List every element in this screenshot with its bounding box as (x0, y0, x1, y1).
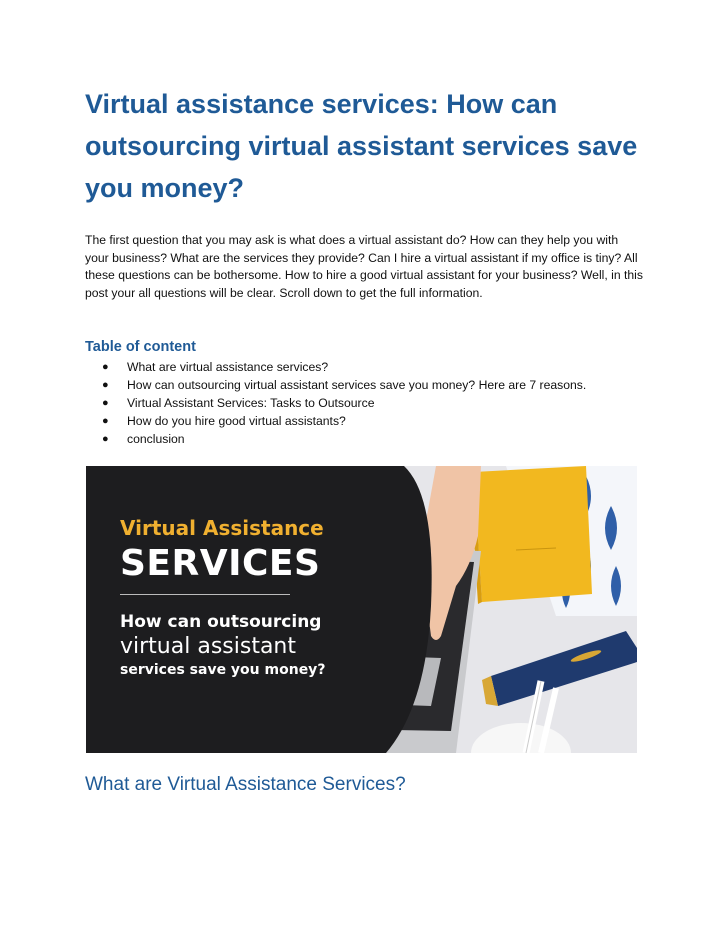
toc-item[interactable] (102, 431, 586, 449)
banner-divider (120, 594, 290, 595)
bullet-icon: ● (102, 396, 109, 409)
section-heading: What are Virtual Assistance Services? (85, 774, 406, 795)
bullet-icon: ● (102, 414, 109, 427)
toc-item[interactable] (102, 395, 586, 413)
toc-list (102, 359, 586, 449)
toc-item-label: What are virtual assistance services? (127, 360, 329, 374)
banner-line-1: Virtual Assistance (120, 516, 324, 540)
article-title: Virtual assistance services: How can outsourcing virtual assistant services save you money? (85, 89, 638, 203)
toc-item-label: conclusion (127, 431, 185, 446)
banner-line-2: SERVICES (120, 543, 321, 584)
banner-line-5: services save you money? (120, 662, 326, 678)
toc-item[interactable] (102, 377, 586, 395)
toc-item-label: How can outsourcing virtual assistant services save you money? Here are 7 reasons. (127, 377, 587, 392)
bullet-icon: ● (102, 378, 109, 391)
banner-illustration (86, 466, 637, 753)
banner-line-3: How can outsourcing (120, 612, 322, 632)
toc-item[interactable] (102, 359, 586, 377)
toc-item-label: Virtual Assistant Services: Tasks to Outsource (127, 395, 375, 410)
toc-item[interactable] (102, 413, 586, 431)
intro-paragraph: The first question that you may ask is what does a virtual assistant do? How can they help you with your business? What are the services they provide? Can I hire a virtual assistant if my office is tiny? All these questions can be bothersome. How to hire a good virtual assistant for your business? Well, in this post your all questions will be clear. Scroll down to get the full information. (85, 233, 643, 300)
bullet-icon: ● (102, 361, 109, 373)
notebook-icon (470, 466, 592, 604)
toc-heading: Table of content (85, 339, 196, 355)
banner-image (86, 466, 637, 753)
toc-item-label: How do you hire good virtual assistants? (127, 413, 346, 428)
bullet-icon: ● (102, 432, 109, 445)
banner-line-4: virtual assistant (120, 634, 296, 659)
